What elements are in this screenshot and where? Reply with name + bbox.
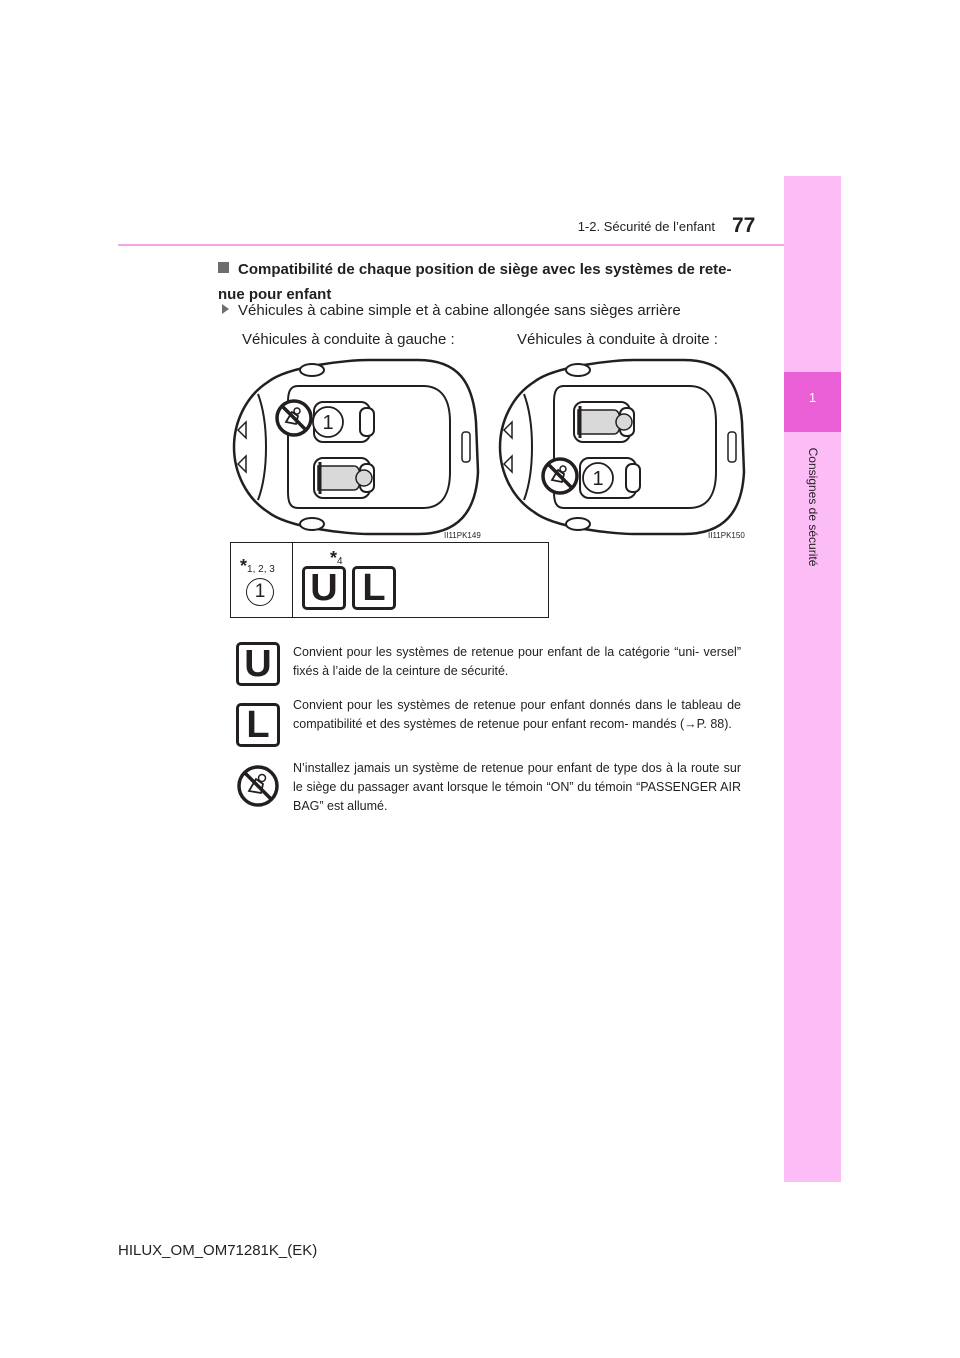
figure-code-right: II11PK150 <box>708 531 745 540</box>
section-heading-text: Compatibilité de chaque position de siège avec les systèmes de rete- nue pour enfant <box>218 261 732 303</box>
document-code: HILUX_OM_OM71281K_(EK) <box>118 1242 318 1259</box>
legend-universal-icon: U <box>236 642 280 686</box>
section-heading <box>218 257 758 307</box>
footnote-numbers: 4 <box>337 556 343 567</box>
chapter-side-tab <box>784 176 841 1182</box>
lhd-driver-occupant <box>314 458 374 498</box>
legend-prohibited-icon <box>236 764 280 808</box>
square-bullet-icon <box>218 262 229 273</box>
figure-code-left: II11PK149 <box>444 531 481 540</box>
page-number: 77 <box>732 214 756 237</box>
footnote-star: * <box>330 548 338 568</box>
chapter-title: Consignes de sécurité <box>806 447 820 567</box>
left-hand-drive-label: Véhicules à conduite à gauche : <box>242 331 455 348</box>
chapter-number: 1 <box>808 390 817 405</box>
rhd-passenger-seat <box>580 458 640 498</box>
rhd-driver-occupant <box>574 402 634 442</box>
legend-recommended-text: Convient pour les systèmes de retenue pour enfant donnés dans le tableau de compatibilité et des systèmes de retenue pour enfant recom- mandés (→P. 88). <box>293 698 741 731</box>
legend-universal-text: Convient pour les systèmes de retenue pour enfant de la catégorie “uni- versel” fixés à l’aide de la ceinture de sécurité. <box>293 645 741 678</box>
seating-diagram <box>228 352 750 542</box>
footnote-star: * <box>240 556 248 576</box>
table-seat-number: 1 <box>246 578 274 606</box>
section-title: 1-2. Sécurité de l’enfant <box>577 219 715 234</box>
legend-recommended-icon: L <box>236 703 280 747</box>
footnote-numbers: 1, 2, 3 <box>247 564 275 575</box>
table-col1-note <box>240 556 275 577</box>
table-recommended-icon: L <box>352 566 396 610</box>
seat-position-1-number: 1 <box>592 468 604 490</box>
prohibited-rear-facing-seat-icon <box>543 459 577 493</box>
prohibited-rear-facing-seat-icon <box>277 401 311 435</box>
legend-prohibited-text: N’installez jamais un système de retenue pour enfant de type dos à la route sur le siège du passager avant lorsque le témoin “ON” du témoin “PASSENGER AIR BAG” est allumé. <box>293 761 741 813</box>
lhd-car-diagram <box>234 360 478 534</box>
header-rule <box>118 244 784 246</box>
triangle-bullet-icon <box>222 304 229 314</box>
subheading-text: Véhicules à cabine simple et à cabine allongée sans sièges arrière <box>238 302 681 319</box>
rhd-car-diagram <box>500 360 744 534</box>
lhd-passenger-seat <box>313 402 374 442</box>
seat-position-1-number: 1 <box>322 412 334 434</box>
table-universal-icon: U <box>302 566 346 610</box>
right-hand-drive-label: Véhicules à conduite à droite : <box>517 331 718 348</box>
subheading <box>222 302 681 319</box>
table-column-divider <box>292 542 293 618</box>
